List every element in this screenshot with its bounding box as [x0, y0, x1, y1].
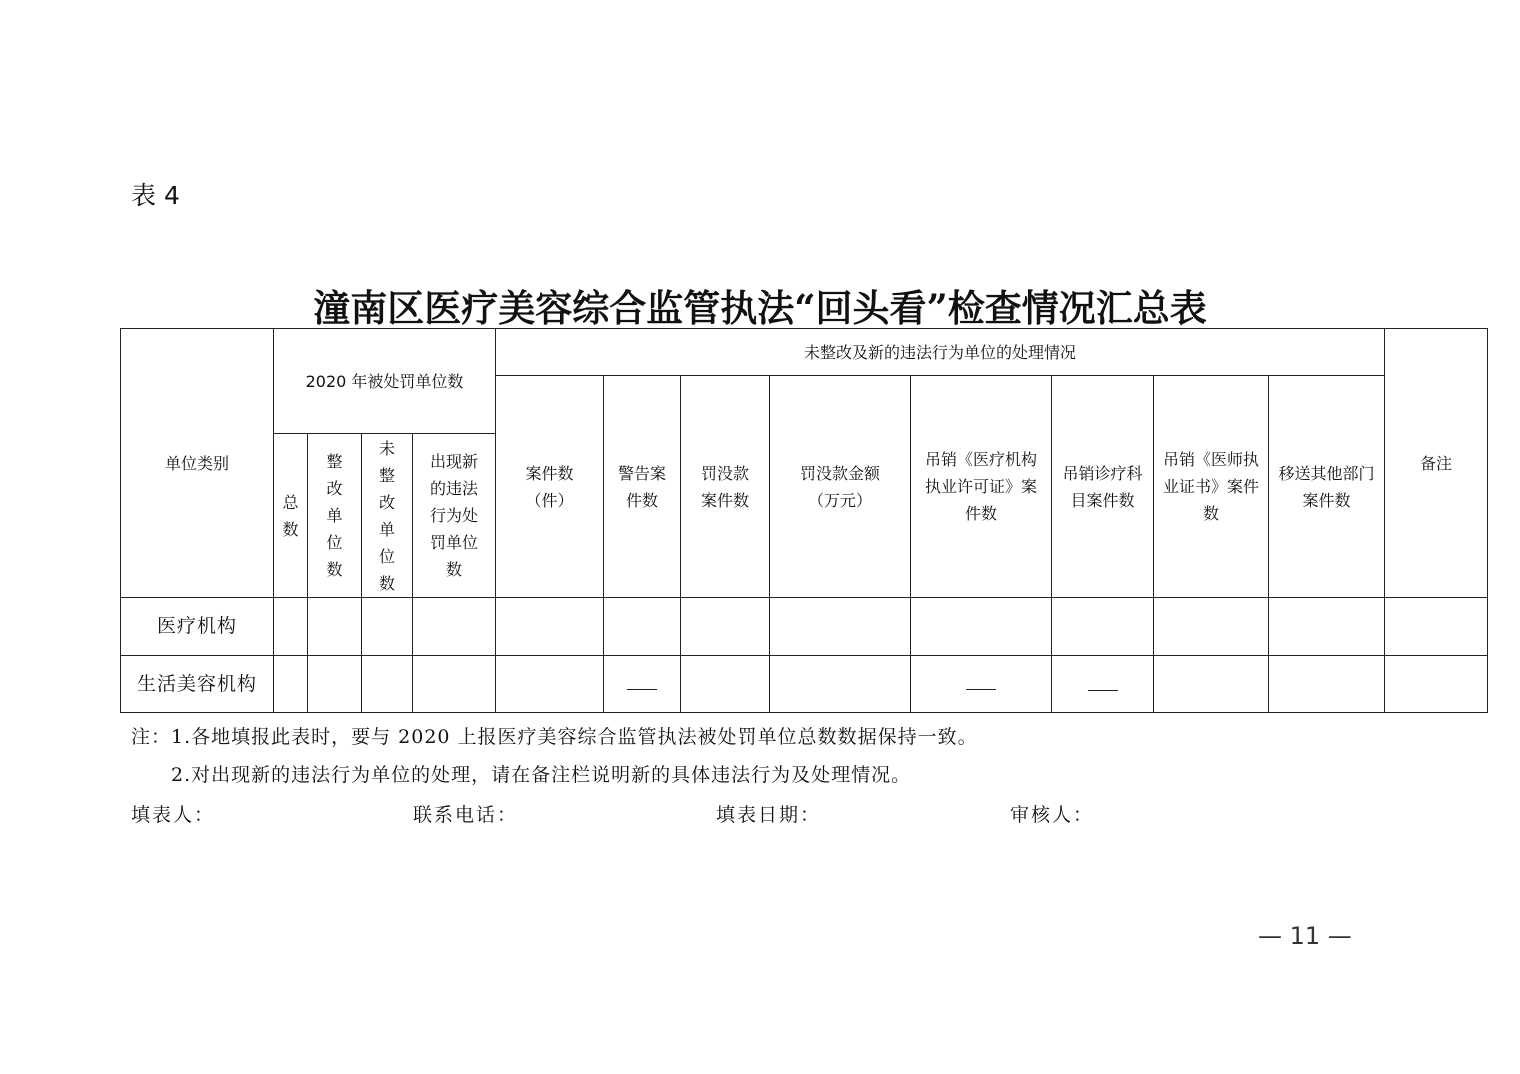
header-unit-category: 单位类别 [121, 329, 274, 598]
header-rectified: 整改单位数 [308, 434, 362, 598]
header-fine-amount: 罚没款金额（万元） [770, 376, 911, 598]
table-label: 表 4 [131, 181, 180, 210]
header-unrectified: 未整改单位数 [362, 434, 413, 598]
table-row [121, 598, 1488, 656]
row-label: 医疗机构 [121, 598, 274, 656]
header-warning-cases: 警告案件数 [604, 376, 681, 598]
page-number: — 11 — [1258, 922, 1352, 950]
dash-cell [1052, 656, 1154, 713]
dash-cell [911, 656, 1052, 713]
header-cases: 案件数（件） [496, 376, 604, 598]
header-revoke-license: 吊销《医疗机构执业许可证》案件数 [911, 376, 1052, 598]
header-punished-group: 2020 年被处罚单位数 [274, 329, 496, 434]
header-fine-cases: 罚没款案件数 [681, 376, 770, 598]
row-label: 生活美容机构 [121, 656, 274, 713]
header-transfer-cases: 移送其他部门案件数 [1269, 376, 1385, 598]
header-revoke-subject: 吊销诊疗科目案件数 [1052, 376, 1154, 598]
reviewer-label: 审核人： [1010, 804, 1095, 826]
note-2: 2.对出现新的违法行为单位的处理，请在备注栏说明新的具体违法行为及处理情况。 [171, 764, 912, 786]
note-1: 注：1.各地填报此表时，要与 2020 上报医疗美容综合监管执法被处罚单位总数数据保持一致。 [131, 726, 978, 748]
header-new-violation: 出现新的违法行为处罚单位数 [413, 434, 496, 598]
summary-table [120, 328, 1488, 713]
header-unrectified-group: 未整改及新的违法行为单位的处理情况 [496, 329, 1385, 376]
filler-label: 填表人： [131, 804, 216, 826]
table-row [121, 656, 1488, 713]
phone-label: 联系电话： [413, 804, 519, 826]
date-label: 填表日期： [716, 804, 822, 826]
header-revoke-physician: 吊销《医师执业证书》案件数 [1154, 376, 1269, 598]
document-title: 潼南区医疗美容综合监管执法“回头看”检查情况汇总表 [313, 286, 1207, 330]
header-total: 总数 [274, 434, 308, 598]
header-remarks: 备注 [1385, 329, 1488, 598]
dash-cell [604, 656, 681, 713]
